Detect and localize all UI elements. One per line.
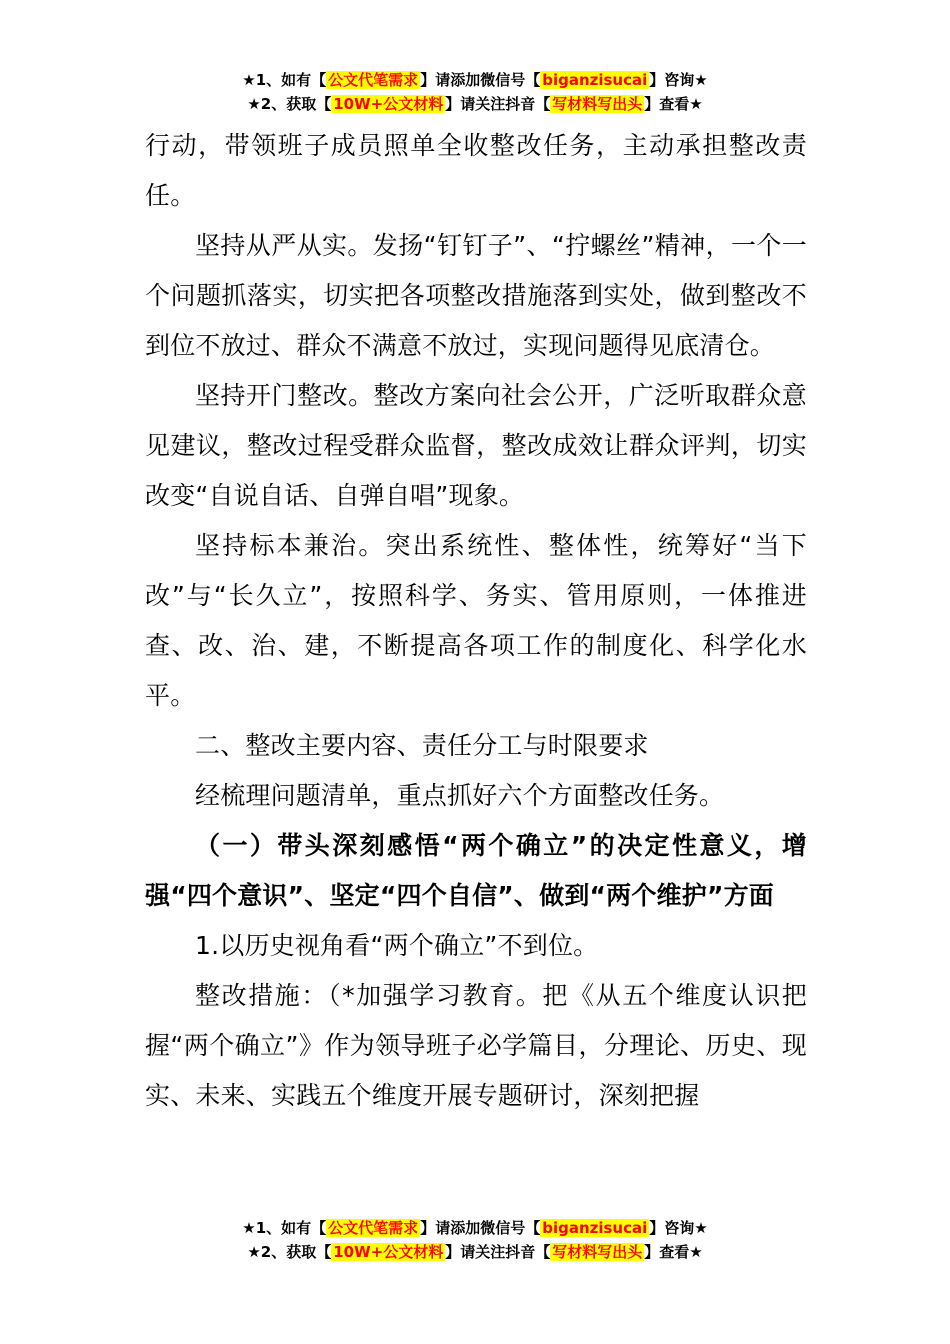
paragraph-root-and-branch: 坚持标本兼治。突出系统性、整体性，统筹好“当下改”与“长久立”，按照科学、务实、管用原则，一体推进查、改、治、建，不断提高各项工作的制度化、科学化水平。 xyxy=(145,531,807,710)
subsection-heading: （一）带头深刻感悟“两个确立”的决定性意义，增强“四个意识”、坚定“四个自信”、做到“两个维护”方面 xyxy=(145,831,807,910)
banner-text: ★1、如有【 xyxy=(242,71,327,89)
banner-text: ★1、如有【 xyxy=(242,1219,327,1237)
banner-line-1 xyxy=(0,1216,950,1240)
banner-text: 】查看★ xyxy=(644,95,703,113)
banner-text: ★2、获取【 xyxy=(247,1243,332,1261)
paragraph-summary: 经梳理问题清单，重点抓好六个方面整改任务。 xyxy=(195,781,725,810)
banner-text: 】请添加微信号【 xyxy=(420,1219,541,1237)
banner-line-1 xyxy=(0,68,950,92)
banner-line-2 xyxy=(0,92,950,116)
header-banner xyxy=(0,68,950,116)
banner-highlight: 公文代笔需求 xyxy=(328,71,419,89)
banner-text: 】咨询★ xyxy=(649,71,708,89)
banner-highlight: 写材料写出头 xyxy=(552,95,643,113)
footer-banner xyxy=(0,1216,950,1264)
banner-highlight: 写材料写出头 xyxy=(552,1243,643,1261)
banner-highlight: biganzisucai xyxy=(542,1219,648,1237)
paragraph-measures: 整改措施：（*加强学习教育。把《从五个维度认识把握“两个确立”》作为领导班子必学篇目，分理论、历史、现实、未来、实践五个维度开展专题研讨，深刻把握 xyxy=(145,981,807,1110)
item-heading: 1.以历史视角看“两个确立”不到位。 xyxy=(195,931,599,960)
banner-text: 】咨询★ xyxy=(649,1219,708,1237)
banner-highlight: 公文代笔需求 xyxy=(328,1219,419,1237)
section-heading: 二、整改主要内容、责任分工与时限要求 xyxy=(195,731,649,760)
document-body xyxy=(145,121,807,1121)
banner-text: 】查看★ xyxy=(644,1243,703,1261)
banner-text: 】请关注抖音【 xyxy=(445,95,551,113)
banner-highlight: 10W+公文材料 xyxy=(333,95,444,113)
paragraph-open-rectification: 坚持开门整改。整改方案向社会公开，广泛听取群众意见建议，整改过程受群众监督，整改成效让群众评判，切实改变“自说自话、自弹自唱”现象。 xyxy=(145,381,807,510)
banner-line-2 xyxy=(0,1240,950,1264)
banner-text: 】请添加微信号【 xyxy=(420,71,541,89)
paragraph-continuation: 行动，带领班子成员照单全收整改任务，主动承担整改责任。 xyxy=(145,131,807,210)
paragraph-strict: 坚持从严从实。发扬“钉钉子”、“拧螺丝”精神，一个一个问题抓落实，切实把各项整改措施落到实处，做到整改不到位不放过、群众不满意不放过，实现问题得见底清仓。 xyxy=(145,231,807,360)
banner-highlight: biganzisucai xyxy=(542,71,648,89)
banner-text: 】请关注抖音【 xyxy=(445,1243,551,1261)
banner-highlight: 10W+公文材料 xyxy=(333,1243,444,1261)
banner-text: ★2、获取【 xyxy=(247,95,332,113)
